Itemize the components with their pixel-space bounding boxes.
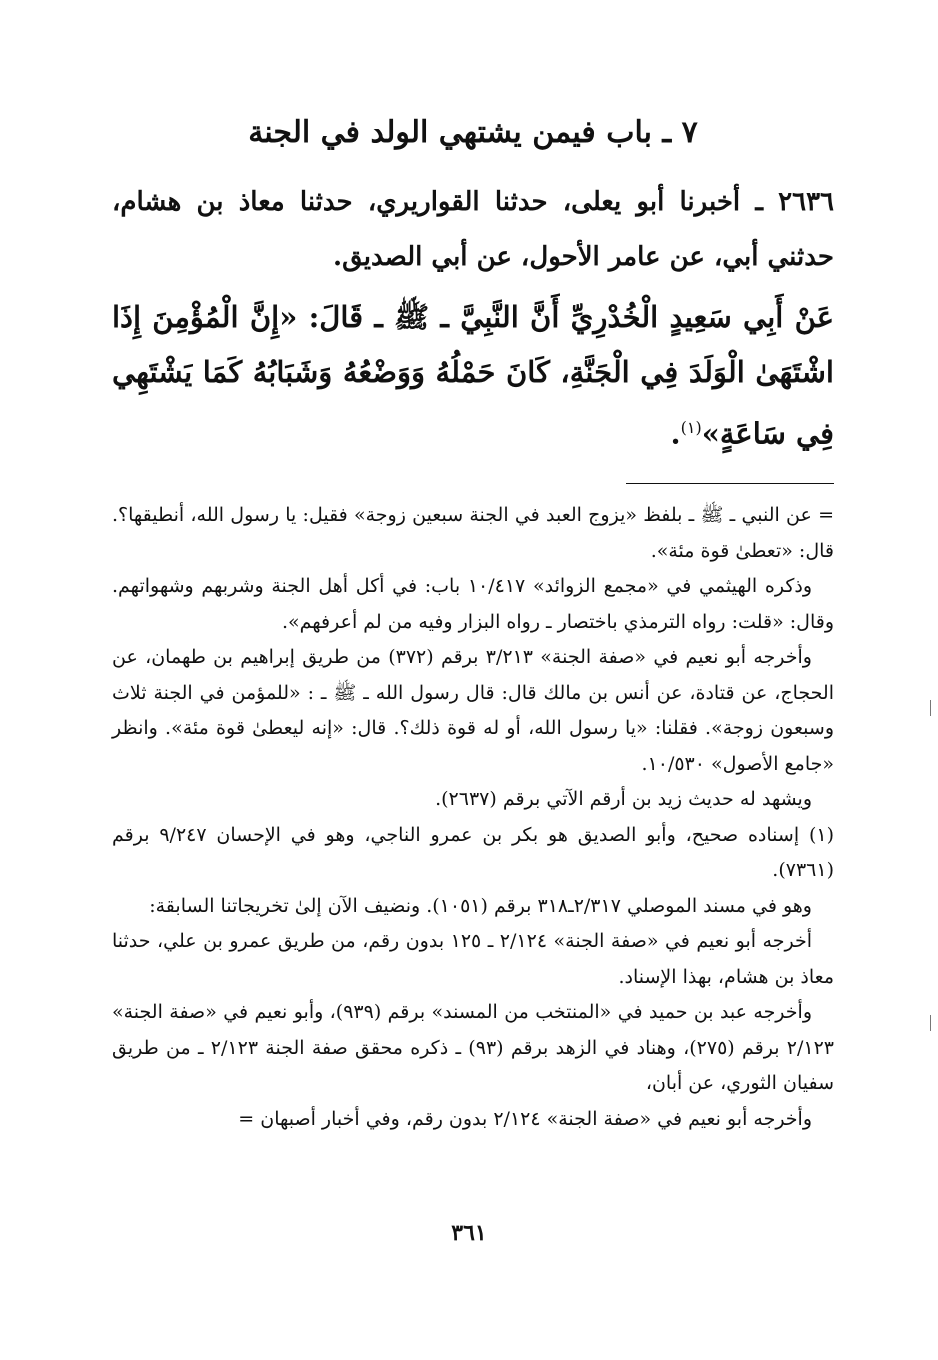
hadith-text: عَنْ أَبِي سَعِيدٍ الْخُدْرِيِّ أَنَّ النَّبِيَّ ـ ﷺ ـ قَالَ: «إِنَّ الْمُؤْمِنَ إِذَا اشْتَهَىٰ الْوَلَدَ فِي الْجَنَّةِ، كَانَ حَمْلُهُ وَوَضْعُهُ وَشَبَابُهُ كَمَا يَشْتَهِي فِي سَاعَةٍ» — [112, 300, 834, 451]
continues-marker: = — [238, 1107, 255, 1130]
footnote-paragraph: وأخرجه أبو نعيم في «صفة الجنة» ٣/٢١٣ برقم (٣٧٢) من طريق إبراهيم بن طهمان، عن الحجاج، عن قتادة، عن أنس بن مالك قال: قال رسول الله ـ ﷺ ـ : «للمؤمن في الجنة ثلاث وسبعون زوجة». فقلنا: «يا رسول الله، أو له قوة ذلك؟. قال: «إنه ليعطىٰ قوة مئة». وانظر «جامع الأصول» ١٠/٥٣٠. — [112, 646, 834, 775]
footnote-text: عن النبي ـ ﷺ ـ بلفظ «يزوج العبد في الجنة سبعين زوجة» فقيل: يا رسول الله، أنطيقها؟. قال: «تعطىٰ قوة مئة». — [112, 504, 834, 562]
footnote-separator — [626, 483, 834, 484]
footnote-paragraph: وذكره الهيثمي في «مجمع الزوائد» ١٠/٤١٧ باب: في أكل أهل الجنة وشربهم وشهواتهم. وقال: «قلت: رواه الترمذي باختصار ـ رواه البزار وفيه من لم أعرفهم». — [112, 575, 834, 633]
footnote-1 — [112, 818, 834, 889]
isnad-paragraph: ٢٦٣٦ ـ أخبرنا أبو يعلى، حدثنا القواريري، حدثنا معاذ بن هشام، حدثني أبي، عن عامر الأحول، عن أبي الصديق. — [112, 187, 834, 272]
footnote-reference: (١) — [680, 418, 702, 437]
footnote-continued — [112, 498, 834, 569]
footnote-paragraph: وهو في مسند الموصلي ٢/٣١٧ـ٣١٨ برقم (١٠٥١). ونضيف الآن إلىٰ تخريجاتنا السابقة: — [149, 894, 812, 917]
chapter-title: ٧ ـ باب فيمن يشتهي الولد في الجنة — [248, 115, 698, 150]
footnote-paragraph: وأخرجه عبد بن حميد في «المنتخب من المسند» برقم (٩٣٩)، وأبو نعيم في «صفة الجنة» ٢/١٢٣ برقم (٢٧٥)، وهناد في الزهد برقم (٩٣) ـ ذكره محقق صفة الجنة ٢/١٢٣ ـ من طريق سفيان الثوري، عن أبان، — [112, 1001, 835, 1094]
footnote-text: إسناده صحيح، وأبو الصديق هو بكر بن عمرو الناجي، وهو في الإحسان ٩/٢٤٧ برقم (٧٣٦١). — [112, 823, 834, 881]
footnote-paragraph: ويشهد له حديث زيد بن أرقم الآتي برقم (٢٦٣٧). — [435, 788, 812, 810]
footnotes — [112, 498, 834, 1137]
footnote-paragraph-last — [112, 1102, 834, 1138]
footnote-text: وأخرجه أبو نعيم في «صفة الجنة» ٢/١٢٤ بدون رقم، وفي أخبار أصبهان — [260, 1107, 812, 1130]
page-number: ٣٦١ — [451, 1220, 487, 1246]
continued-marker: = — [818, 504, 834, 526]
footnote-1-marker: (١) — [808, 823, 834, 846]
binding-mark — [930, 700, 931, 716]
hadith-text-block — [112, 290, 834, 462]
binding-mark — [930, 1015, 931, 1031]
hadith-end: . — [670, 416, 681, 451]
footnote-paragraph: أخرجه أبو نعيم في «صفة الجنة» ٢/١٢٤ ـ ١٢٥ بدون رقم، من طريق عمرو بن علي، حدثنا معاذ بن هشام، بهذا الإسناد. — [112, 930, 834, 988]
